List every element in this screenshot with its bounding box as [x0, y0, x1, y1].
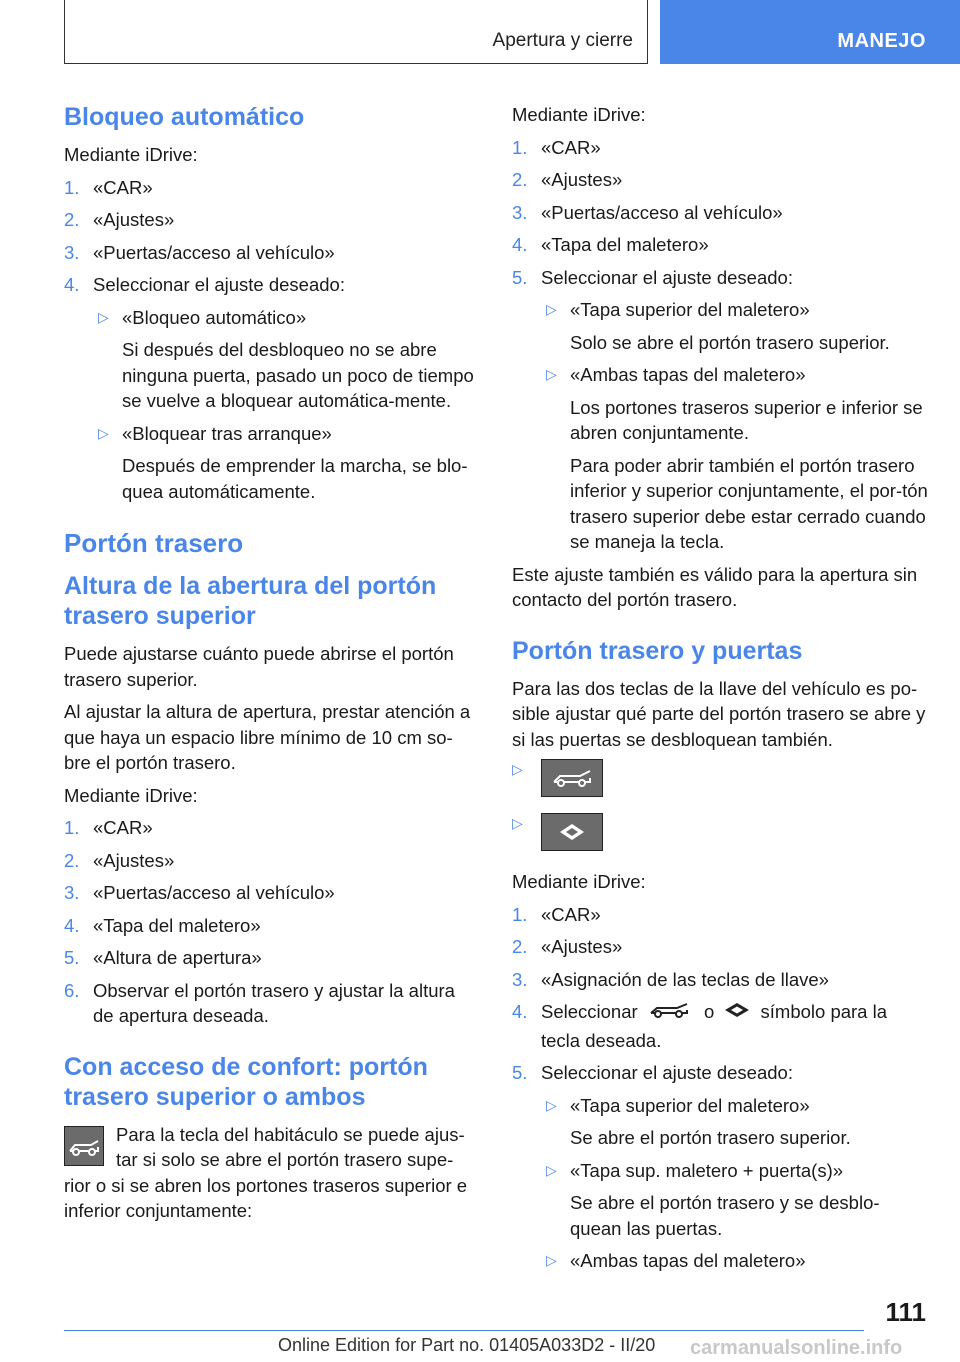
- list-item: [64, 207, 478, 233]
- heading-bloqueo: Bloqueo automático: [64, 103, 305, 131]
- right-options-2: [541, 1093, 928, 1274]
- step-text: «Puertas/acceso al vehículo»: [93, 882, 335, 903]
- step-text: «Ajustes»: [93, 209, 175, 230]
- step-text: Seleccionar: [541, 1001, 638, 1023]
- step-number: 6.: [64, 979, 80, 1001]
- step-text: «CAR»: [541, 903, 601, 925]
- list-item: [64, 945, 478, 971]
- list-item: [64, 815, 478, 841]
- step-number: 1.: [512, 903, 528, 925]
- step-text: «CAR»: [93, 817, 153, 838]
- triangle-right-icon: ▷: [546, 1161, 557, 1178]
- step-text: «CAR»: [541, 136, 601, 158]
- step-text: Seleccionar el ajuste deseado:: [93, 274, 345, 295]
- list-item: [512, 167, 928, 193]
- step-number: 4.: [64, 914, 80, 936]
- step-number: 3.: [64, 882, 80, 903]
- right-intro: Mediante iDrive:: [512, 104, 646, 125]
- list-item: [64, 175, 478, 201]
- option-item: [541, 1093, 928, 1151]
- option-label: «Ambas tapas del maletero»: [570, 364, 806, 385]
- step-number: 5.: [512, 1062, 528, 1083]
- list-item: [512, 999, 928, 1053]
- triangle-right-icon: ▷: [512, 761, 523, 777]
- altura-steps: [64, 815, 478, 1029]
- step-number: 2.: [64, 209, 80, 230]
- option-label: «Tapa superior del maletero»: [570, 299, 810, 320]
- step-number: 3.: [64, 241, 80, 263]
- list-item: [512, 813, 928, 853]
- option-text: Solo se abre el portón trasero superior.: [570, 331, 890, 353]
- right-intro-2: Mediante iDrive:: [512, 871, 646, 892]
- step-text: «Puertas/acceso al vehículo»: [93, 241, 335, 263]
- right-column: [512, 102, 928, 1281]
- option-item: [541, 1248, 928, 1274]
- section-title: Apertura y cierre: [64, 0, 648, 64]
- right-options: [541, 297, 928, 555]
- triangle-right-icon: ▷: [512, 815, 523, 831]
- step-number: 2.: [512, 169, 528, 190]
- step-text: «Tapa del maletero»: [541, 234, 709, 255]
- step-text: «Altura de apertura»: [93, 947, 262, 968]
- option-label: «Tapa superior del maletero»: [570, 1094, 810, 1116]
- step-number: 5.: [512, 266, 528, 288]
- list-item: [512, 200, 928, 226]
- heading-altura: Altura de la abertura del portón trasero superior: [64, 572, 437, 630]
- watermark: carmanualsonline.info: [690, 1337, 903, 1359]
- step-text: «Ajustes»: [93, 849, 175, 871]
- list-item: [512, 967, 928, 993]
- option-label: «Bloqueo automático»: [122, 306, 307, 328]
- step-text: Observar el portón trasero y ajustar la altura de apertura deseada.: [93, 979, 455, 1026]
- chapter-tab[interactable]: MANEJO: [660, 0, 960, 64]
- triangle-right-icon: ▷: [546, 366, 557, 382]
- heading-confort: Con acceso de confort: portón trasero superior o ambos: [64, 1052, 428, 1111]
- list-item: [512, 1060, 928, 1274]
- option-text: Se abre el portón trasero y se desblo-quean las puertas.: [570, 1192, 880, 1239]
- option-item: [93, 305, 478, 414]
- car-tailgate-icon: [64, 1126, 104, 1166]
- step-text: Seleccionar el ajuste deseado:: [541, 1062, 793, 1083]
- step-number: 3.: [512, 968, 528, 990]
- triangle-right-icon: ▷: [546, 1096, 557, 1113]
- triangle-right-icon: ▷: [98, 308, 109, 325]
- step-text: «Ajustes»: [541, 169, 623, 190]
- option-item: [93, 421, 478, 505]
- option-label: «Ambas tapas del maletero»: [570, 1250, 806, 1271]
- option-item: [541, 362, 928, 555]
- car-tailgate-icon: [541, 759, 603, 797]
- step-number: 1.: [64, 176, 80, 198]
- page-number: 111: [885, 1297, 926, 1327]
- footer-edition: Online Edition for Part no. 01405A033D2 - II/20: [278, 1335, 656, 1355]
- list-item: [64, 272, 478, 504]
- step-number: 1.: [64, 817, 80, 838]
- triangle-right-icon: ▷: [546, 301, 557, 317]
- altura-p2: Al ajustar la altura de apertura, prestar atención a que haya un espacio libre mínimo de 10 cm so-bre el portón trasero.: [64, 701, 471, 773]
- list-item: [64, 913, 478, 939]
- step-number: 2.: [512, 936, 528, 957]
- diamond-key-icon: [541, 813, 603, 851]
- option-item: [541, 297, 928, 355]
- key-icons-list: [512, 759, 928, 853]
- bloqueo-options: [93, 305, 478, 505]
- triangle-right-icon: ▷: [546, 1252, 557, 1268]
- footer-divider: [64, 1330, 864, 1331]
- step-text: «Tapa del maletero»: [93, 914, 261, 936]
- list-item: [512, 902, 928, 928]
- confort-text: Para la tecla del habitáculo se puede ajus-tar si solo se abre el portón trasero supe-rior o si se abren los portones traseros superior e inferior conjuntamente:: [64, 1123, 468, 1221]
- page-header: [0, 0, 960, 66]
- step-number: 2.: [64, 849, 80, 871]
- step-number: 3.: [512, 201, 528, 223]
- step-text: «Ajustes»: [541, 936, 623, 957]
- car-tailgate-icon: [643, 999, 699, 1028]
- list-item: [512, 265, 928, 555]
- list-item: [64, 848, 478, 874]
- step-number: 4.: [512, 234, 528, 255]
- option-text: Los portones traseros superior e inferior se abren conjuntamente.: [570, 396, 923, 443]
- list-item: [512, 135, 928, 161]
- left-column: [64, 102, 478, 1231]
- option-label: «Tapa sup. maletero + puerta(s)»: [570, 1159, 844, 1181]
- altura-intro: Mediante iDrive:: [64, 784, 198, 806]
- heading-puertas: Portón trasero y puertas: [512, 636, 803, 665]
- list-item: [64, 978, 478, 1029]
- step-number: 5.: [64, 947, 80, 968]
- option-text: Se abre el portón trasero superior.: [570, 1127, 851, 1148]
- right-steps-2: [512, 902, 928, 1274]
- step-number: 4.: [512, 1001, 528, 1022]
- step-text-tail: símbolo para la tecla deseada.: [541, 1001, 888, 1051]
- list-item: [64, 880, 478, 906]
- list-item: [512, 934, 928, 960]
- step-text: «Puertas/acceso al vehículo»: [541, 201, 783, 223]
- bloqueo-steps: [64, 175, 478, 505]
- step-text: «CAR»: [93, 176, 153, 198]
- puertas-paragraph: Para las dos teclas de la llave del vehículo es po-sible ajustar qué parte del portón trasero se abre y si las puertas se desbloquean también.: [512, 677, 926, 750]
- step-number: 1.: [512, 136, 528, 158]
- heading-porton: Portón trasero: [64, 528, 244, 558]
- bloqueo-intro: Mediante iDrive:: [64, 144, 198, 165]
- step-text: «Asignación de las teclas de llave»: [541, 968, 829, 990]
- right-note: Este ajuste también es válido para la apertura sin contacto del portón trasero.: [512, 563, 918, 610]
- triangle-right-icon: ▷: [98, 424, 109, 441]
- step-text-or: o: [703, 1001, 715, 1023]
- option-text-2: Para poder abrir también el portón trasero inferior y superior conjuntamente, el por-tón trasero superior debe estar cerrado cuando se maneja la tecla.: [570, 454, 928, 552]
- option-label: «Bloquear tras arranque»: [122, 422, 332, 444]
- list-item: [512, 759, 928, 799]
- option-item: [541, 1158, 928, 1242]
- step-text: Seleccionar el ajuste deseado:: [541, 266, 793, 288]
- list-item: [64, 240, 478, 266]
- diamond-key-icon: [719, 1000, 755, 1027]
- right-steps: [512, 135, 928, 555]
- confort-paragraph: [64, 1122, 478, 1224]
- option-text: Después de emprender la marcha, se blo-quea automáticamente.: [122, 455, 468, 502]
- step-number: 4.: [64, 274, 80, 295]
- list-item: [512, 232, 928, 258]
- option-text: Si después del desbloqueo no se abre ninguna puerta, pasado un poco de tiempo se vuelve a bloquear automática-mente.: [122, 339, 474, 411]
- altura-p1: Puede ajustarse cuánto puede abrirse el portón trasero superior.: [64, 643, 454, 690]
